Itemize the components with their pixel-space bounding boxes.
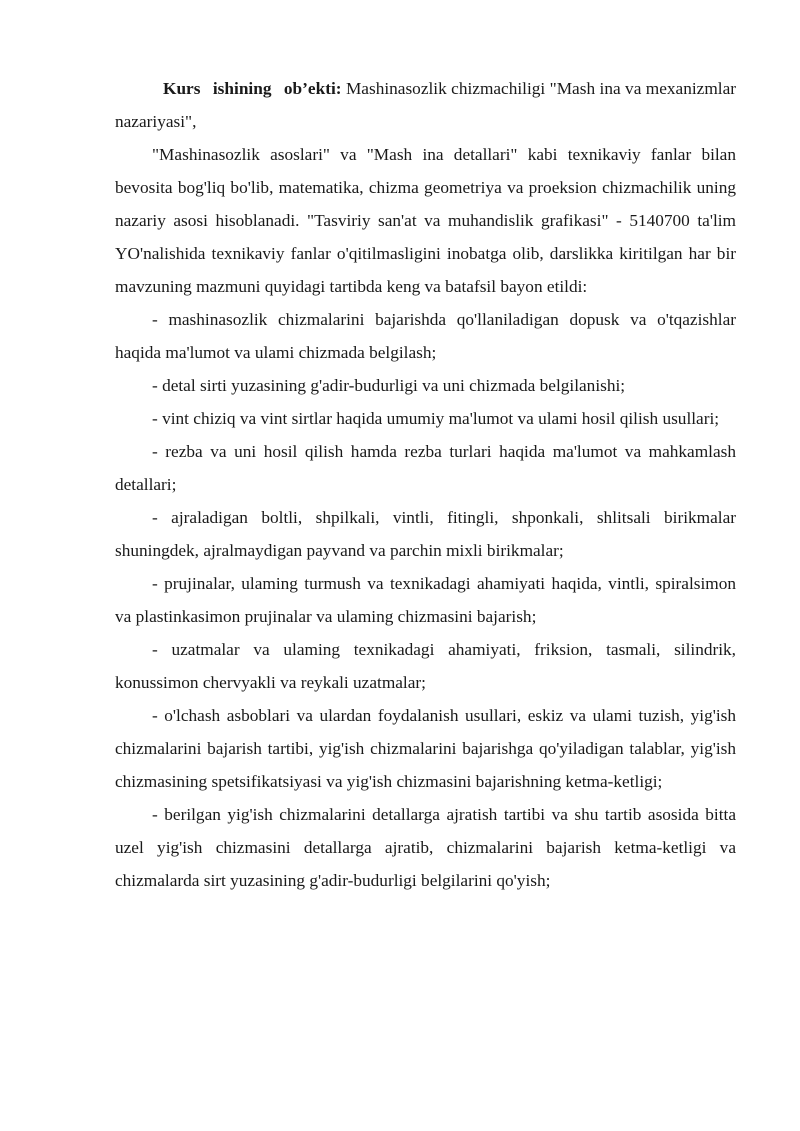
list-item: - rezba va uni hosil qilish hamda rezba turlari haqida ma'lumot va mahkamlash detallari; xyxy=(115,442,736,494)
list-item: - prujinalar, ulaming turmush va texnikadagi ahamiyati haqida, vintli, spiralsimon va plastinkasimon prujinalar va ulaming chizmasini bajarish; xyxy=(115,574,736,626)
list-item: - detal sirti yuzasining g'adir-budurligi va uni chizmada belgilanishi; xyxy=(152,376,626,395)
list-item: - berilgan yig'ish chizmalarini detallarga ajratish tartibi va shu tartib asosida bitta uzel yig'ish chizmasini detallarga ajratib, chizmalarini bajarish ketma-ketligi va chizmalarda sirt yuzasining g'adir-budurligi belgilarini qo'yish; xyxy=(115,805,736,890)
list-item: - vint chiziq va vint sirtlar haqida umumiy ma'lumot va ulami hosil qilish usullari; xyxy=(152,409,720,428)
intro-paragraph xyxy=(115,72,736,138)
intro-text: Mashinasozlik chizmachiligi "Mash ina va mexanizmlar nazariyasi", xyxy=(115,79,736,131)
intro-heading: Kurs ishining ob’ekti: xyxy=(163,79,342,98)
list-item: - ajraladigan boltli, shpilkali, vintli, fitingli, shponkali, shlitsali birikmalar shuningdek, ajralmaydigan payvand va parchin mixli birikmalar; xyxy=(115,508,736,560)
body-paragraph: "Mashinasozlik asoslari" va "Mash ina detallari" kabi texnikaviy fanlar bilan bevosita bog'liq bo'lib, matematika, chizma geometriya va proeksion chizmachilik uning nazariy asosi hisoblanadi. "Tasviriy san'at va muhandislik grafikasi" - 5140700 ta'lim YO'nalishida texnikaviy fanlar o'qitilmasligini inobatga olib, darslikka kiritilgan har bir mavzuning mazmuni quyidagi tartibda keng va batafsil bayon etildi: xyxy=(115,145,736,296)
document-page xyxy=(115,72,736,897)
list-item: - mashinasozlik chizmalarini bajarishda qo'llaniladigan dopusk va o'tqazishlar haqida ma'lumot va ulami chizmada belgilash; xyxy=(115,310,736,362)
list-item: - o'lchash asboblari va ulardan foydalanish usullari, eskiz va ulami tuzish, yig'ish chizmalarini bajarish tartibi, yig'ish chizmalarini bajarishga qo'yiladigan talablar, yig'ish chizmasining spetsifikatsiyasi va yig'ish chizmasini bajarishning ketma-ketligi; xyxy=(115,706,736,791)
list-item: - uzatmalar va ulaming texnikadagi ahamiyati, friksion, tasmali, silindrik, konussimon chervyakli va reykali uzatmalar; xyxy=(115,640,736,692)
